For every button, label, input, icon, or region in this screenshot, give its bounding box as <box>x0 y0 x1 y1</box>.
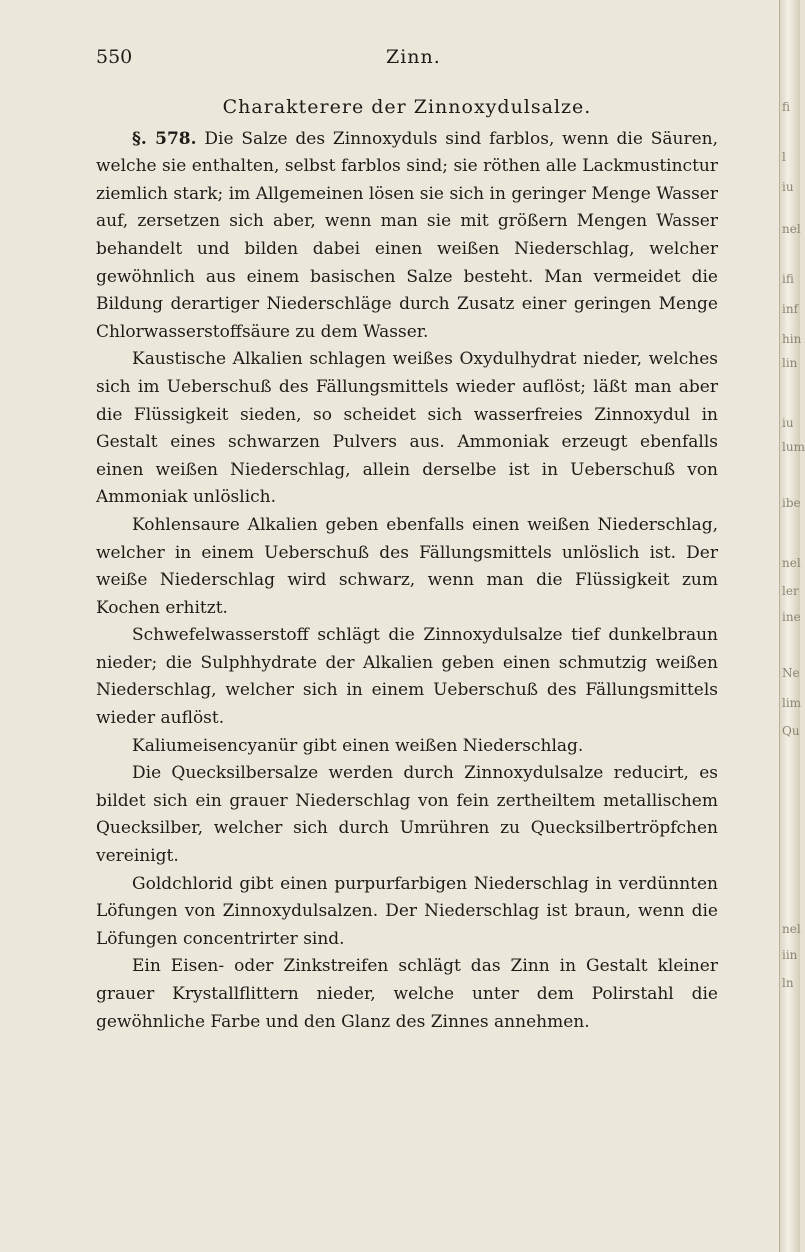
paragraph-3: Kohlensaure Alkalien geben ebenfalls einen weißen Niederschlag, welcher in einem Ueberschuß des Fällungsmittels unlöslich ist. Der weiße Niederschlag wird schwarz, wenn man die Flüssigkeit zum Kochen erhitzt. <box>96 514 718 618</box>
edge-glyph: iin <box>782 948 798 962</box>
edge-glyph: l <box>782 150 786 164</box>
facing-page-edge <box>779 0 805 1252</box>
paragraph-7: Goldchlorid gibt einen purpurfarbigen Niederschlag in verdünnten Löfungen von Zinnoxydulsalzen. Der Niederschlag ist braun, wenn die Löfungen concentrirter sind. <box>96 873 718 949</box>
edge-glyph: ler <box>782 584 799 598</box>
edge-glyph: nel <box>782 556 801 570</box>
paragraph-1: §. 578. Die Salze des Zinnoxyduls sind farblos, wenn die Säuren, welche sie enthalten, selbst farblos sind; sie röthen alle Lackmustinctur ziemlich stark; im Allgemeinen lösen sie sich in geringer Menge Wasser auf, zersetzen sich aber, wenn man sie mit größern Mengen Wasser behandelt und bilden dabei einen weißen Niederschlag, welcher gewöhnlich aus einem basischen Salze besteht. Man vermeidet die Bildung derartiger Niederschläge durch Zusatz einer geringen Menge Chlorwasserstoffsäure zu dem Wasser. <box>96 128 718 342</box>
paragraph-6: Die Quecksilbersalze werden durch Zinnoxydulsalze reducirt, es bildet sich ein grauer Niederschlag von fein zertheiltem metallischem Quecksilber, welcher sich durch Umrühren zu Quecksilbertröpfchen vereinigt. <box>96 763 718 867</box>
edge-glyph: iu <box>782 180 794 194</box>
text-body <box>96 94 718 1036</box>
edge-glyph: lin <box>782 356 798 370</box>
edge-glyph: ln <box>782 976 794 990</box>
running-title: Zinn. <box>386 46 441 68</box>
edge-glyph: Qu <box>782 724 800 738</box>
edge-glyph: hin <box>782 332 802 346</box>
edge-glyph: Ne <box>782 666 800 680</box>
paragraph-5: Kaliumeisencyanür gibt einen weißen Niederschlag. <box>132 735 584 756</box>
paragraph-8: Ein Eisen- oder Zinkstreifen schlägt das Zinn in Gestalt kleiner grauer Krystallflittern nieder, welche unter dem Polirstahl die gewöhnliche Farbe und den Glanz des Zinnes annehmen. <box>96 956 718 1032</box>
edge-glyph: lum <box>782 440 805 454</box>
paragraph-2: Kaustische Alkalien schlagen weißes Oxydulhydrat nieder, welches sich im Ueberschuß des Fällungsmittels wieder auflöst; läßt man aber die Flüssigkeit sieden, so scheidet sich wasserfreies Zinnoxydul in Gestalt eines schwarzen Pulvers aus. Ammoniak erzeugt ebenfalls einen weißen Niederschlag, allein derselbe ist in Ueberschuß von Ammoniak unlöslich. <box>96 349 718 508</box>
edge-glyph: nel <box>782 222 801 236</box>
section-title: Charakterere der Zinnoxydulsalze. <box>222 96 592 118</box>
edge-glyph: fi <box>782 100 791 114</box>
edge-glyph: lim <box>782 696 802 710</box>
edge-glyph: ifi <box>782 272 794 286</box>
edge-glyph: ine <box>782 610 801 624</box>
paragraph-4: Schwefelwasserstoff schlägt die Zinnoxydulsalze tief dunkelbraun nieder; die Sulphhydrate der Alkalien geben einen schmutzig weißen Niederschlag, welcher sich in einem Ueberschuß des Fällungsmittels wieder auflöst. <box>96 625 718 729</box>
edge-glyph: ibe <box>782 496 801 510</box>
edge-glyph: iu <box>782 416 794 430</box>
section-number: §. 578. <box>132 128 197 149</box>
edge-glyph: inf <box>782 302 799 316</box>
page-number: 550 <box>96 46 133 68</box>
edge-glyph: nel <box>782 922 801 936</box>
page-header <box>96 46 718 72</box>
